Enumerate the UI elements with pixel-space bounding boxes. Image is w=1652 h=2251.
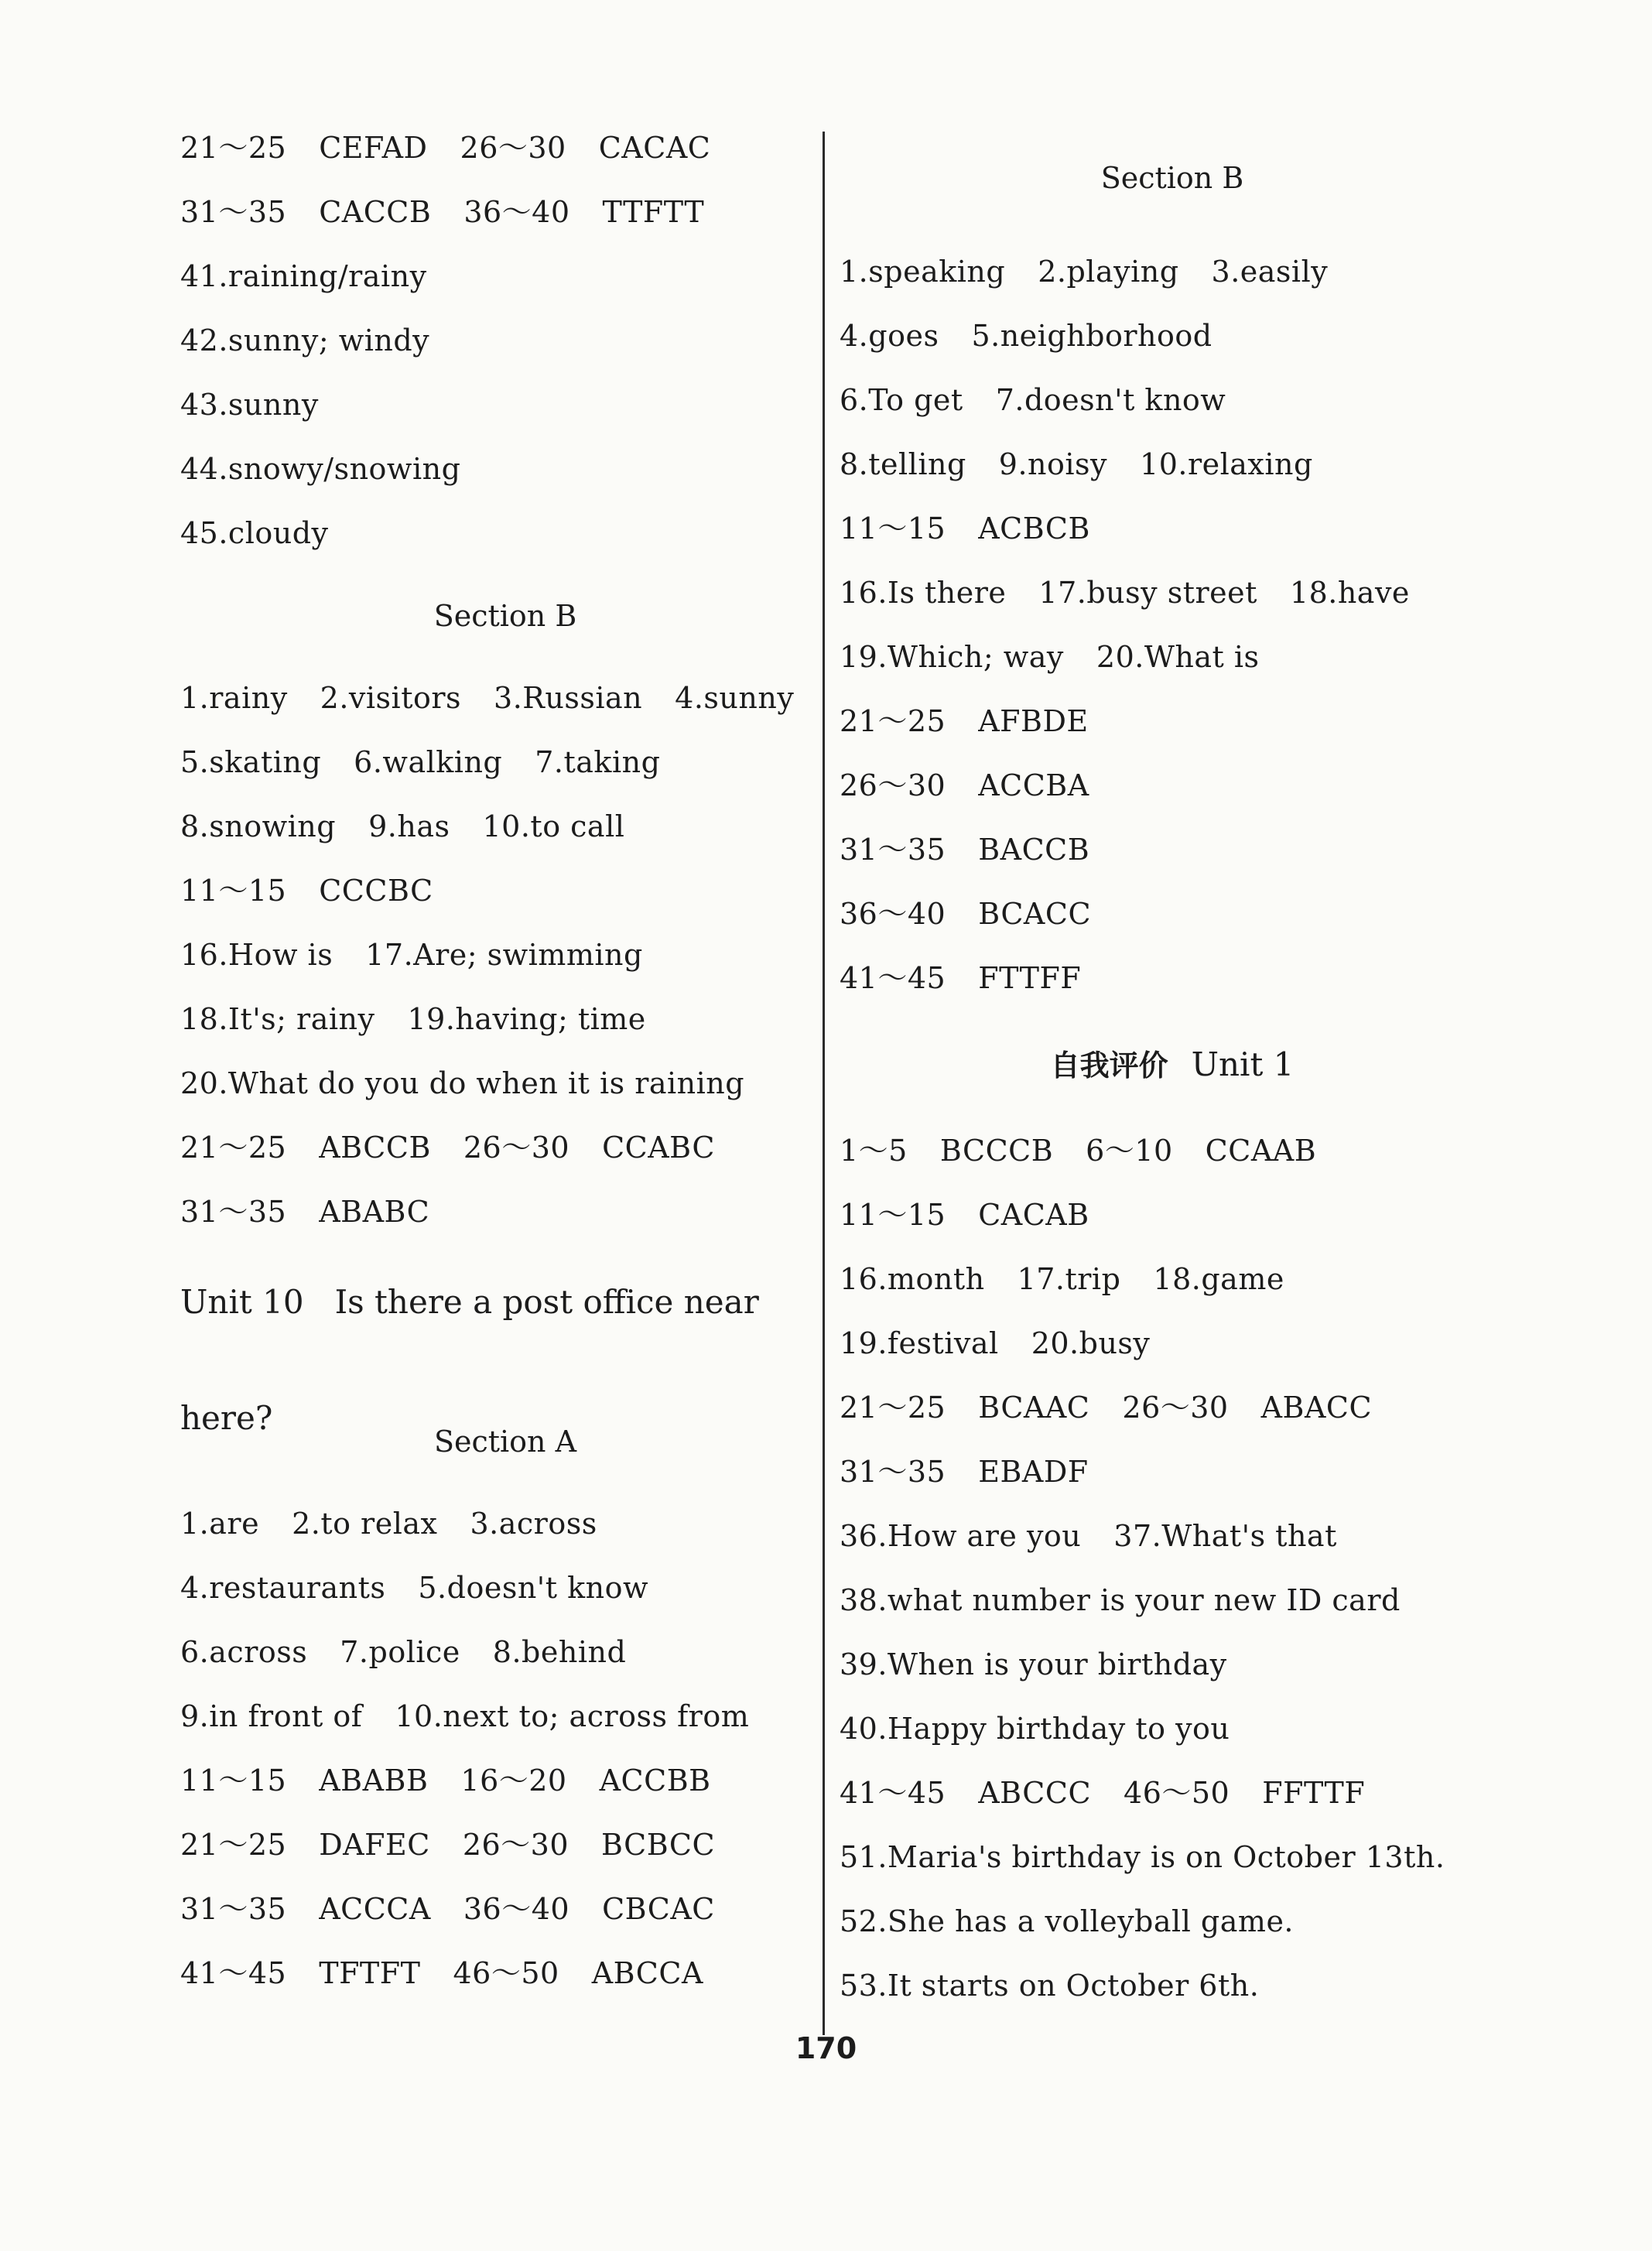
answer-segment: 8.snowing [180, 809, 337, 843]
section-a-heading: Section A [433, 1425, 577, 1459]
answer-segment: 1～5 [840, 1134, 908, 1168]
answer-line [180, 1052, 830, 1116]
answer-segment: 10.relaxing [1140, 447, 1313, 481]
answer-segment: 53.It starts on October 6th. [840, 1969, 1260, 2003]
answer-segment: 41～45 [840, 1776, 946, 1810]
answer-segment: 17.Are; swimming [365, 938, 643, 972]
answer-segment: 31～35 [840, 1455, 946, 1489]
answer-segment: 42.sunny; windy [180, 323, 430, 357]
answer-line [180, 795, 830, 859]
left-column [180, 116, 830, 2006]
answer-line [180, 309, 830, 373]
answer-segment: 5.doesn't know [418, 1571, 648, 1605]
answer-segment: ABABB [319, 1764, 429, 1798]
section-b-heading: Section B [433, 599, 577, 633]
answer-segment: CACCB [319, 195, 432, 229]
answer-segment: 51.Maria's birthday is on October 13th. [840, 1840, 1445, 1874]
answer-segment: 18.It's; rainy [180, 1002, 375, 1036]
answer-segment: CCABC [602, 1131, 715, 1165]
answer-segment: 46～50 [1124, 1776, 1230, 1810]
answer-segment: CCCBC [319, 874, 433, 908]
answer-line [840, 1633, 1505, 1697]
answer-segment: 20.busy [1031, 1326, 1151, 1360]
answer-segment: 41～45 [840, 961, 946, 995]
answer-segment: 1.speaking [840, 255, 1006, 289]
answer-segment: 6.walking [354, 745, 503, 779]
answer-line [180, 1492, 830, 1556]
answer-segment: ABACC [1260, 1391, 1373, 1425]
answer-block [180, 666, 830, 1244]
answer-segment: CBCAC [602, 1892, 715, 1926]
self-evaluation-label: 自我评价 [1050, 1049, 1168, 1083]
answer-segment: 26～30 [460, 131, 566, 165]
answer-line [840, 1504, 1505, 1569]
answer-segment: 10.next to; across from [395, 1699, 750, 1733]
answer-segment: 3.Russian [494, 681, 643, 715]
answer-segment: 20.What do you do when it is raining [180, 1066, 745, 1100]
answer-line [180, 1685, 830, 1749]
answer-segment: 41～45 [180, 1956, 287, 1990]
answer-line [840, 1119, 1505, 1183]
answer-segment: 26～30 [1122, 1391, 1229, 1425]
answer-line [180, 1180, 830, 1244]
answer-segment: ABCCA [591, 1956, 703, 1990]
answer-segment: 36.How are you [840, 1519, 1082, 1553]
answer-line [840, 1954, 1505, 2018]
answer-line [180, 245, 830, 309]
answer-line [840, 625, 1505, 689]
answer-segment: 7.police [340, 1635, 460, 1669]
answer-line [180, 1877, 830, 1941]
answer-segment: FFTTF [1262, 1776, 1366, 1810]
answer-line [840, 1376, 1505, 1440]
answer-segment: 16.How is [180, 938, 333, 972]
answer-segment: CEFAD [319, 131, 428, 165]
answer-segment: 26～30 [463, 1131, 570, 1165]
answer-segment: BCACC [978, 897, 1092, 931]
answer-segment: 16～20 [460, 1764, 567, 1798]
answer-segment: 8.telling [840, 447, 966, 481]
answer-line [840, 754, 1505, 818]
answer-line [180, 923, 830, 987]
answer-segment: ABCCB [319, 1131, 431, 1165]
answer-line [180, 666, 830, 730]
answer-segment: 31～35 [180, 1195, 287, 1229]
answer-segment: 11～15 [180, 1764, 287, 1798]
answer-segment: 36～40 [463, 195, 570, 229]
answer-segment: 10.to call [482, 809, 625, 843]
answer-line [180, 1749, 830, 1813]
answer-segment: 41.raining/rainy [180, 259, 427, 293]
answer-segment: 21～25 [180, 1131, 287, 1165]
answer-line [840, 818, 1505, 882]
answer-segment: 31～35 [180, 1892, 287, 1926]
answer-segment: 9.has [368, 809, 450, 843]
unit-10-title: Is there a post office near here? [180, 1283, 759, 1437]
answer-segment: 9.noisy [998, 447, 1108, 481]
answer-segment: 7.doesn't know [995, 383, 1226, 417]
answer-segment: 16.Is there [840, 576, 1007, 610]
answer-segment: 2.to relax [292, 1507, 438, 1541]
answer-segment: 18.game [1153, 1262, 1284, 1296]
answer-segment: 17.trip [1017, 1262, 1121, 1296]
answer-segment: TFTFT [319, 1956, 421, 1990]
answer-segment: ACCCA [319, 1892, 431, 1926]
answer-block [840, 1119, 1505, 2018]
answer-segment: ACCBB [599, 1764, 711, 1798]
answer-segment: 21～25 [840, 1391, 946, 1425]
answer-line [180, 180, 830, 245]
answer-line [180, 1116, 830, 1180]
answer-line [180, 1556, 830, 1620]
answer-segment: 19.Which; way [840, 640, 1064, 674]
answer-segment: 6.To get [840, 383, 963, 417]
answer-segment: ACCBA [978, 768, 1089, 802]
answer-segment: 36～40 [463, 1892, 570, 1926]
answer-segment: 44.snowy/snowing [180, 452, 461, 486]
answer-segment: DAFEC [319, 1828, 430, 1862]
answer-segment: ABABC [319, 1195, 430, 1229]
answer-line [180, 373, 830, 437]
answer-line [180, 1813, 830, 1877]
answer-segment: 40.Happy birthday to you [840, 1712, 1230, 1746]
answer-segment: 31～35 [840, 833, 946, 867]
section-b-heading: Section B [1100, 161, 1244, 195]
answer-block [840, 240, 1505, 1011]
answer-line [840, 368, 1505, 433]
answer-block [180, 1492, 830, 2006]
answer-segment: 16.month [840, 1262, 985, 1296]
answer-line [840, 882, 1505, 946]
answer-line [180, 437, 830, 501]
answer-segment: 18.have [1289, 576, 1410, 610]
answer-line [840, 240, 1505, 304]
answer-line [840, 304, 1505, 368]
answer-segment: 1.rainy [180, 681, 288, 715]
answer-segment: 21～25 [180, 1828, 287, 1862]
answer-line [840, 1569, 1505, 1633]
answer-line [180, 859, 830, 923]
answer-segment: 45.cloudy [180, 516, 329, 550]
answer-line [180, 1941, 830, 2006]
answer-segment: BACCB [978, 833, 1090, 867]
answer-segment: 39.When is your birthday [840, 1647, 1227, 1681]
answer-segment: 43.sunny [180, 388, 319, 422]
answer-segment: 20.What is [1096, 640, 1260, 674]
answer-line [840, 497, 1505, 561]
answer-segment: EBADF [978, 1455, 1089, 1489]
answer-segment: 11～15 [840, 511, 946, 546]
answer-segment: 9.in front of [180, 1699, 363, 1733]
answer-segment: 2.visitors [320, 681, 462, 715]
answer-line [840, 689, 1505, 754]
answer-segment: 19.having; time [407, 1002, 646, 1036]
answer-segment: ABCCC [978, 1776, 1092, 1810]
unit-10-label: Unit 10 [180, 1283, 304, 1321]
answer-segment: 37.What's that [1113, 1519, 1337, 1553]
answer-segment: 8.behind [492, 1635, 627, 1669]
answer-line [180, 501, 830, 566]
answer-segment: CCAAB [1205, 1134, 1317, 1168]
answer-segment: 36～40 [840, 897, 946, 931]
answer-segment: CACAC [598, 131, 711, 165]
answer-segment: 46～50 [453, 1956, 559, 1990]
answer-segment: ACBCB [978, 511, 1090, 546]
answer-segment: 7.taking [535, 745, 661, 779]
column-divider [823, 132, 825, 2035]
page-number: 170 [795, 2031, 857, 2065]
answer-line [840, 1890, 1505, 1954]
answer-segment: 4.restaurants [180, 1571, 386, 1605]
answer-line [180, 1620, 830, 1685]
answer-segment: 6.across [180, 1635, 308, 1669]
answer-segment: AFBDE [978, 704, 1089, 738]
answer-line [840, 1697, 1505, 1761]
answer-segment: 11～15 [180, 874, 287, 908]
answer-segment: CACAB [978, 1198, 1089, 1232]
self-evaluation-unit: Unit 1 [1191, 1045, 1295, 1083]
answer-segment: 3.easily [1211, 255, 1329, 289]
answer-line [840, 1761, 1505, 1825]
answer-segment: 5.skating [180, 745, 322, 779]
answer-line [840, 433, 1505, 497]
answer-segment: 2.playing [1038, 255, 1179, 289]
answer-block [180, 116, 830, 566]
answer-segment: 5.neighborhood [971, 319, 1212, 353]
answer-segment: 6～10 [1086, 1134, 1173, 1168]
answer-segment: 17.busy street [1038, 576, 1257, 610]
answer-segment: BCAAC [978, 1391, 1090, 1425]
answer-line [840, 1825, 1505, 1890]
answer-segment: 19.festival [840, 1326, 999, 1360]
answer-segment: 3.across [470, 1507, 597, 1541]
answer-line [840, 1440, 1505, 1504]
answer-segment: 1.are [180, 1507, 260, 1541]
answer-line [840, 946, 1505, 1011]
answer-line [840, 1247, 1505, 1312]
answer-segment: 26～30 [462, 1828, 569, 1862]
answer-segment: 26～30 [840, 768, 946, 802]
answer-segment: 4.goes [840, 319, 939, 353]
answer-segment: BCBCC [601, 1828, 716, 1862]
answer-line [180, 116, 830, 180]
answer-line [180, 730, 830, 795]
answer-segment: BCCCB [939, 1134, 1054, 1168]
unit-10-heading [180, 1244, 830, 1437]
answer-segment: 38.what number is your new ID card [840, 1583, 1401, 1617]
answer-segment: 31～35 [180, 195, 287, 229]
answer-line [840, 1312, 1505, 1376]
answer-segment: 52.She has a volleyball game. [840, 1904, 1295, 1938]
answer-segment: FTTFF [978, 961, 1082, 995]
answer-segment: 21～25 [840, 704, 946, 738]
answer-line [180, 987, 830, 1052]
right-column [840, 116, 1505, 2018]
answer-line [840, 561, 1505, 625]
answer-line [840, 1183, 1505, 1247]
answer-segment: 21～25 [180, 131, 287, 165]
answer-segment: TTFTT [602, 195, 705, 229]
answer-segment: 4.sunny [675, 681, 795, 715]
answer-segment: 11～15 [840, 1198, 946, 1232]
self-evaluation-heading [840, 1011, 1505, 1119]
